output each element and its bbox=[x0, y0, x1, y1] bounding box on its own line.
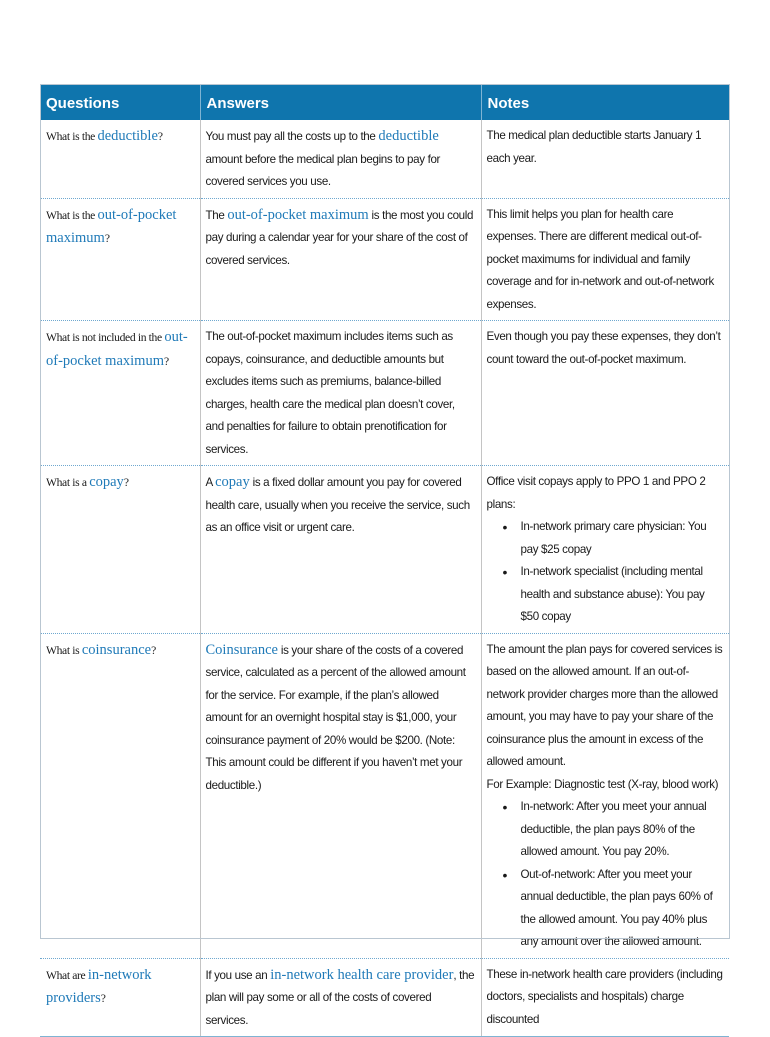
table-row bbox=[40, 120, 729, 198]
answer-text: is the most you could pay during a calendar year for your share of the cost of covered services. bbox=[205, 208, 474, 267]
notes-cell bbox=[481, 198, 729, 321]
benefits-glossary-table bbox=[40, 84, 729, 1037]
question-cell bbox=[40, 633, 200, 958]
answer-cell bbox=[200, 321, 481, 466]
answer-text: is a fixed dollar amount you pay for covered health care, usually when you receive the service, such as an office visit or urgent care. bbox=[205, 476, 470, 534]
answer-text: , the plan will pay some or all of the costs of covered services. bbox=[205, 968, 475, 1027]
notes-text: These in-network health care providers (including doctors, specialists and hospitals) charge discounted bbox=[486, 967, 723, 1026]
header-answers: Answers bbox=[200, 84, 481, 120]
answer-text: is your share of the costs of a covered service, calculated as a percent of the allowed amount for the service. For example, if the plan’s allowed amount for an overnight hospital stay is $1,000, your coinsurance payment of 20% would be $200. (Note: This amount could be different if you haven’t met your deductible.) bbox=[205, 643, 466, 792]
question-term: copay bbox=[89, 474, 124, 490]
question-cell bbox=[40, 958, 200, 1037]
question-text: What is bbox=[46, 643, 82, 657]
answer-text: You must pay all the costs up to the bbox=[205, 130, 379, 143]
answer-term: in-network health care provider bbox=[270, 966, 454, 983]
question-text: What is the bbox=[46, 130, 98, 143]
answer-cell bbox=[200, 633, 481, 958]
notes-cell bbox=[481, 120, 729, 198]
notes-cell bbox=[481, 466, 729, 634]
question-mark: ? bbox=[123, 476, 129, 489]
table-row bbox=[40, 958, 729, 1037]
question-cell bbox=[40, 120, 200, 198]
question-cell bbox=[40, 466, 200, 634]
question-mark: ? bbox=[151, 643, 156, 657]
list-item: • In-network primary care physician: You pay $25 copay bbox=[521, 516, 725, 561]
answer-text: If you use an bbox=[205, 968, 271, 982]
question-text: What is the bbox=[46, 208, 98, 222]
notes-example: For Example: Diagnostic test (X-ray, blood work) bbox=[486, 777, 719, 791]
notes-cell bbox=[481, 633, 729, 958]
answer-cell bbox=[200, 958, 481, 1037]
question-mark: ? bbox=[157, 130, 163, 143]
table-row bbox=[40, 633, 729, 958]
header-questions: Questions bbox=[40, 84, 200, 120]
notes-text: The medical plan deductible starts January 1 each year. bbox=[486, 129, 702, 165]
notes-bullet-list bbox=[487, 796, 725, 954]
answer-term: copay bbox=[215, 474, 250, 490]
question-text: What is not included in the bbox=[46, 331, 165, 344]
answer-cell bbox=[200, 198, 481, 321]
notes-bullet-list bbox=[487, 516, 725, 629]
question-text: What are bbox=[46, 968, 88, 982]
answer-cell bbox=[200, 466, 481, 634]
notes-text: Even though you pay these expenses, they don’t count toward the out-of-pocket maximum. bbox=[486, 330, 721, 366]
question-mark: ? bbox=[163, 354, 169, 368]
notes-cell bbox=[481, 321, 729, 466]
answer-text: amount before the medical plan begins to pay for covered services you use. bbox=[205, 152, 441, 188]
question-mark: ? bbox=[104, 232, 110, 245]
question-term: deductible bbox=[97, 128, 158, 144]
table-row bbox=[40, 321, 729, 466]
question-term: out-of-pocket maximum bbox=[46, 329, 188, 369]
answer-text: A bbox=[205, 476, 216, 489]
notes-cell bbox=[481, 958, 729, 1037]
list-item: • In-network specialist (including mental health and substance abuse): You pay $50 copay bbox=[521, 561, 725, 629]
question-term: in-network providers bbox=[46, 966, 152, 1006]
table-row bbox=[40, 198, 729, 321]
answer-term: out-of-pocket maximum bbox=[227, 206, 369, 223]
table-row bbox=[40, 466, 729, 634]
header-row bbox=[40, 84, 729, 120]
question-term: out-of-pocket maximum bbox=[46, 206, 177, 246]
answer-term: deductible bbox=[378, 128, 439, 144]
header-notes: Notes bbox=[481, 84, 729, 120]
answer-cell bbox=[200, 120, 481, 198]
question-mark: ? bbox=[100, 992, 106, 1005]
notes-text: Office visit copays apply to PPO 1 and PPO 2 plans: bbox=[486, 475, 706, 511]
notes-text: This limit helps you plan for health care expenses. There are different medical out-of-pocket maximums for individual and family coverage and for in-network and out-of-network expenses. bbox=[486, 207, 714, 311]
list-item: • Out-of-network: After you meet your annual deductible, the plan pays 60% of the allowed amount. You pay 40% plus any amount over the allowed amount. bbox=[521, 864, 725, 954]
answer-text: The bbox=[205, 208, 228, 222]
answer-text: The out-of-pocket maximum includes items such as copays, coinsurance, and deductible amounts but excludes items such as premiums, balance-billed charges, health care the medical plan doesn’t cover, and penalties for failure to obtain prenotification for services. bbox=[205, 330, 455, 456]
list-item: • In-network: After you meet your annual deductible, the plan pays 80% of the allowed amount. You pay 20%. bbox=[521, 796, 725, 864]
question-term: coinsurance bbox=[81, 641, 152, 658]
question-text: What is a bbox=[46, 476, 90, 489]
answer-term: Coinsurance bbox=[205, 641, 278, 658]
question-cell bbox=[40, 321, 200, 466]
question-cell bbox=[40, 198, 200, 321]
notes-text: The amount the plan pays for covered services is based on the allowed amount. If an out-of-network provider charges more than the allowed amount, you may have to pay your share of the coinsurance plus the amount in excess of the allowed amount. bbox=[486, 642, 723, 768]
